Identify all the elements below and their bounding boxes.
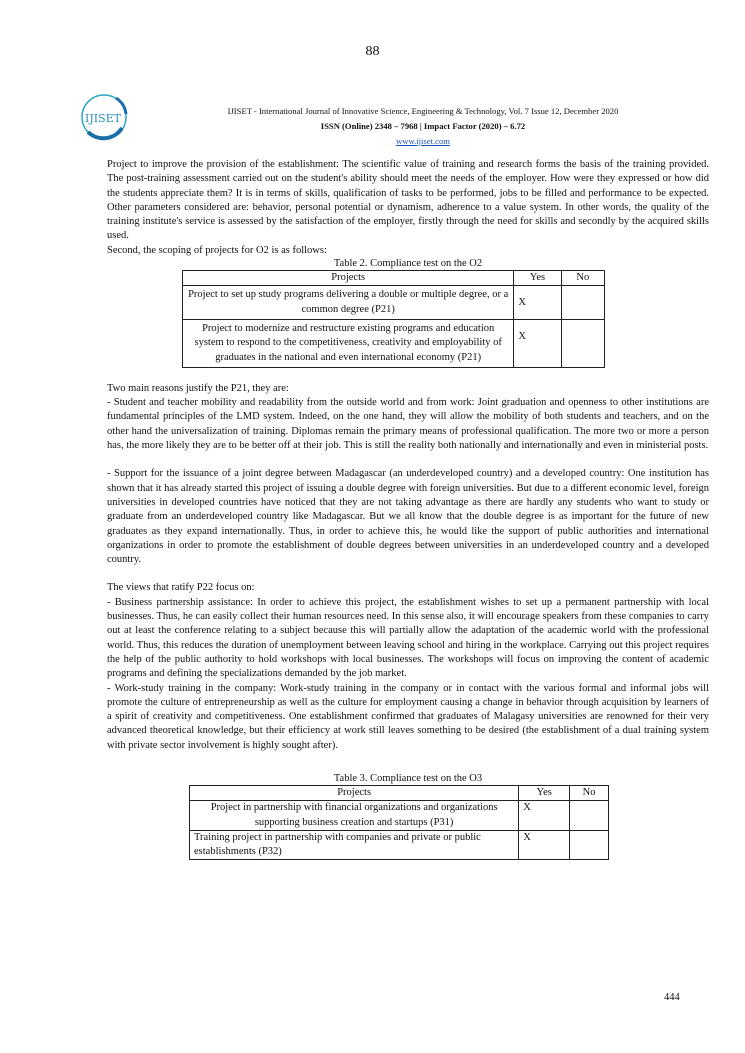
- page-number-top: 88: [365, 44, 380, 59]
- table-cell-project: Project to modernize and restructure existing programs and education system to respond to the competitiveness, creativity and employability of graduates in the national and even international economy (P21): [183, 319, 514, 367]
- table-row: [183, 319, 605, 367]
- paragraph: - Support for the issuance of a joint degree between Madagascar (an underdeveloped country) and a developed country: One institution has shown that it has already started this project of issuing a double degree with foreign universities. But due to a different economic level, foreign universities in developed countries have noticed that they are not taking advantage as there are hardly any students who want to study or graduate from an underdeveloped country like Madagascar. But we all know that the double degree is as important for the future of new graduates as they expand internationally. Thus, in order to achieve this, he would like the support of public authorities and international organizations in order to promote the establishment of double degrees between universities in an underdeveloped country and a developed country.: [107, 468, 709, 566]
- table-cell-project: Project to set up study programs delivering a double or multiple degree, or a common degree (P21): [183, 286, 514, 320]
- table-cell-no: [561, 286, 604, 320]
- table-header-cell: Yes: [519, 785, 570, 800]
- table-header-cell: Yes: [514, 271, 561, 286]
- table-cell-no: [570, 830, 609, 860]
- table-header-cell: Projects: [190, 785, 519, 800]
- paragraph: The views that ratify P22 focus on:: [107, 582, 255, 594]
- journal-issn: ISSN (Online) 2348 – 7968 | Impact Factor (2020) – 6.72: [320, 121, 526, 131]
- journal-logo: [78, 92, 128, 142]
- table-cell-yes: X: [519, 801, 570, 831]
- table-header-cell: Projects: [183, 271, 514, 286]
- table-row: [190, 801, 609, 831]
- table-cell-project: Training project in partnership with companies and private or public establishments (P32): [190, 830, 519, 860]
- paragraph: Two main reasons justify the P21, they are:: [107, 382, 289, 394]
- table2-caption: Table 2. Compliance test on the O2: [333, 258, 483, 270]
- page-number-bottom: 444: [664, 992, 680, 1003]
- table-cell-yes: X: [514, 319, 561, 367]
- table-cell-yes: X: [514, 286, 561, 320]
- table-cell-no: [561, 319, 604, 367]
- paragraph: - Business partnership assistance: In order to achieve this project, the establishment wishes to set up a permanent partnership with local businesses. Thus, he can easily collect their human resources need. In this sense also, it will encourage speakers from these companies to carry out at least the conference relating to a subject because this will partially allow the adaptation of the academic world with the professional world. Thus, this reduces the duration of unemployment between leaving school and hiring in the workplace. Carrying out this project requires the help of the public authority to hold workshops with local businesses. The workshops will focus on improving the content of academic programs and defining the specializations demanded by the job market.: [107, 596, 709, 680]
- paragraph: - Work-study training in the company: Work-study training in the company or in contact with the various formal and informal jobs will promote the culture of entrepreneurship as well as the culture for employment causing a change in behavior through acquisition by learners of a spirit of creativity and competitiveness. One establishment confirmed that graduates of Malagasy universities are renowned for their very advanced theoretical knowledge, but their efficiency at work still leaves something to be desired (the establishment of a dual training system with private sector involvement is highly sought after).: [107, 682, 709, 751]
- paragraph: - Student and teacher mobility and readability from the outside world and from work: Joint graduation and openness to other institutions are fundamental principles of the LMD system. Indeed, on the one hand, they will allow the mobility of both students and teachers, and on the other hand the universalization of training. Diplomas remain the primary means of professional qualification. The more two or more a person has, the more likely they are to be better off at their job. This is still the reality both nationally and internationally and even in ministerial posts.: [107, 397, 709, 452]
- article-body: [107, 158, 709, 860]
- table-header-row: [190, 785, 609, 800]
- paragraph: Project to improve the provision of the establishment: The scientific value of training and research forms the basis of the training provided. The post-training assessment carried out on the student's ability should meet the needs of the employer. How were they expressed or how did the students appreciate them? It is in terms of skills, qualification of tasks to be performed, jobs to be filled and performance to be expected. Other parameters considered are: behavior, personal potential or dynamism, adherence to a value system. In other words, the quality of the training institute's service is assessed by the satisfaction of the employer, firstly through the need for skills and secondly by the acquired skills used.: [107, 159, 709, 242]
- paragraph: Second, the scoping of projects for O2 is as follows:: [107, 244, 327, 256]
- table-cell-no: [570, 801, 609, 831]
- table-header-cell: No: [561, 271, 604, 286]
- logo-text: IJISET: [84, 112, 122, 125]
- table2: [182, 270, 605, 368]
- table-cell-yes: X: [519, 830, 570, 860]
- table-header-row: [183, 271, 605, 286]
- table-header-cell: No: [570, 785, 609, 800]
- table3-caption: Table 3. Compliance test on the O3: [333, 772, 483, 784]
- journal-header: [78, 92, 708, 154]
- table-cell-project: Project in partnership with financial organizations and organizations supporting business creation and startups (P31): [190, 801, 519, 831]
- table-row: [190, 830, 609, 860]
- table-row: [183, 286, 605, 320]
- journal-title: IJISET - International Journal of Innovative Science, Engineering & Technology, Vol. 7 Issue 12, December 2020: [227, 106, 619, 116]
- journal-url-link[interactable]: www.ijiset.com: [396, 136, 450, 146]
- table3: [189, 785, 609, 860]
